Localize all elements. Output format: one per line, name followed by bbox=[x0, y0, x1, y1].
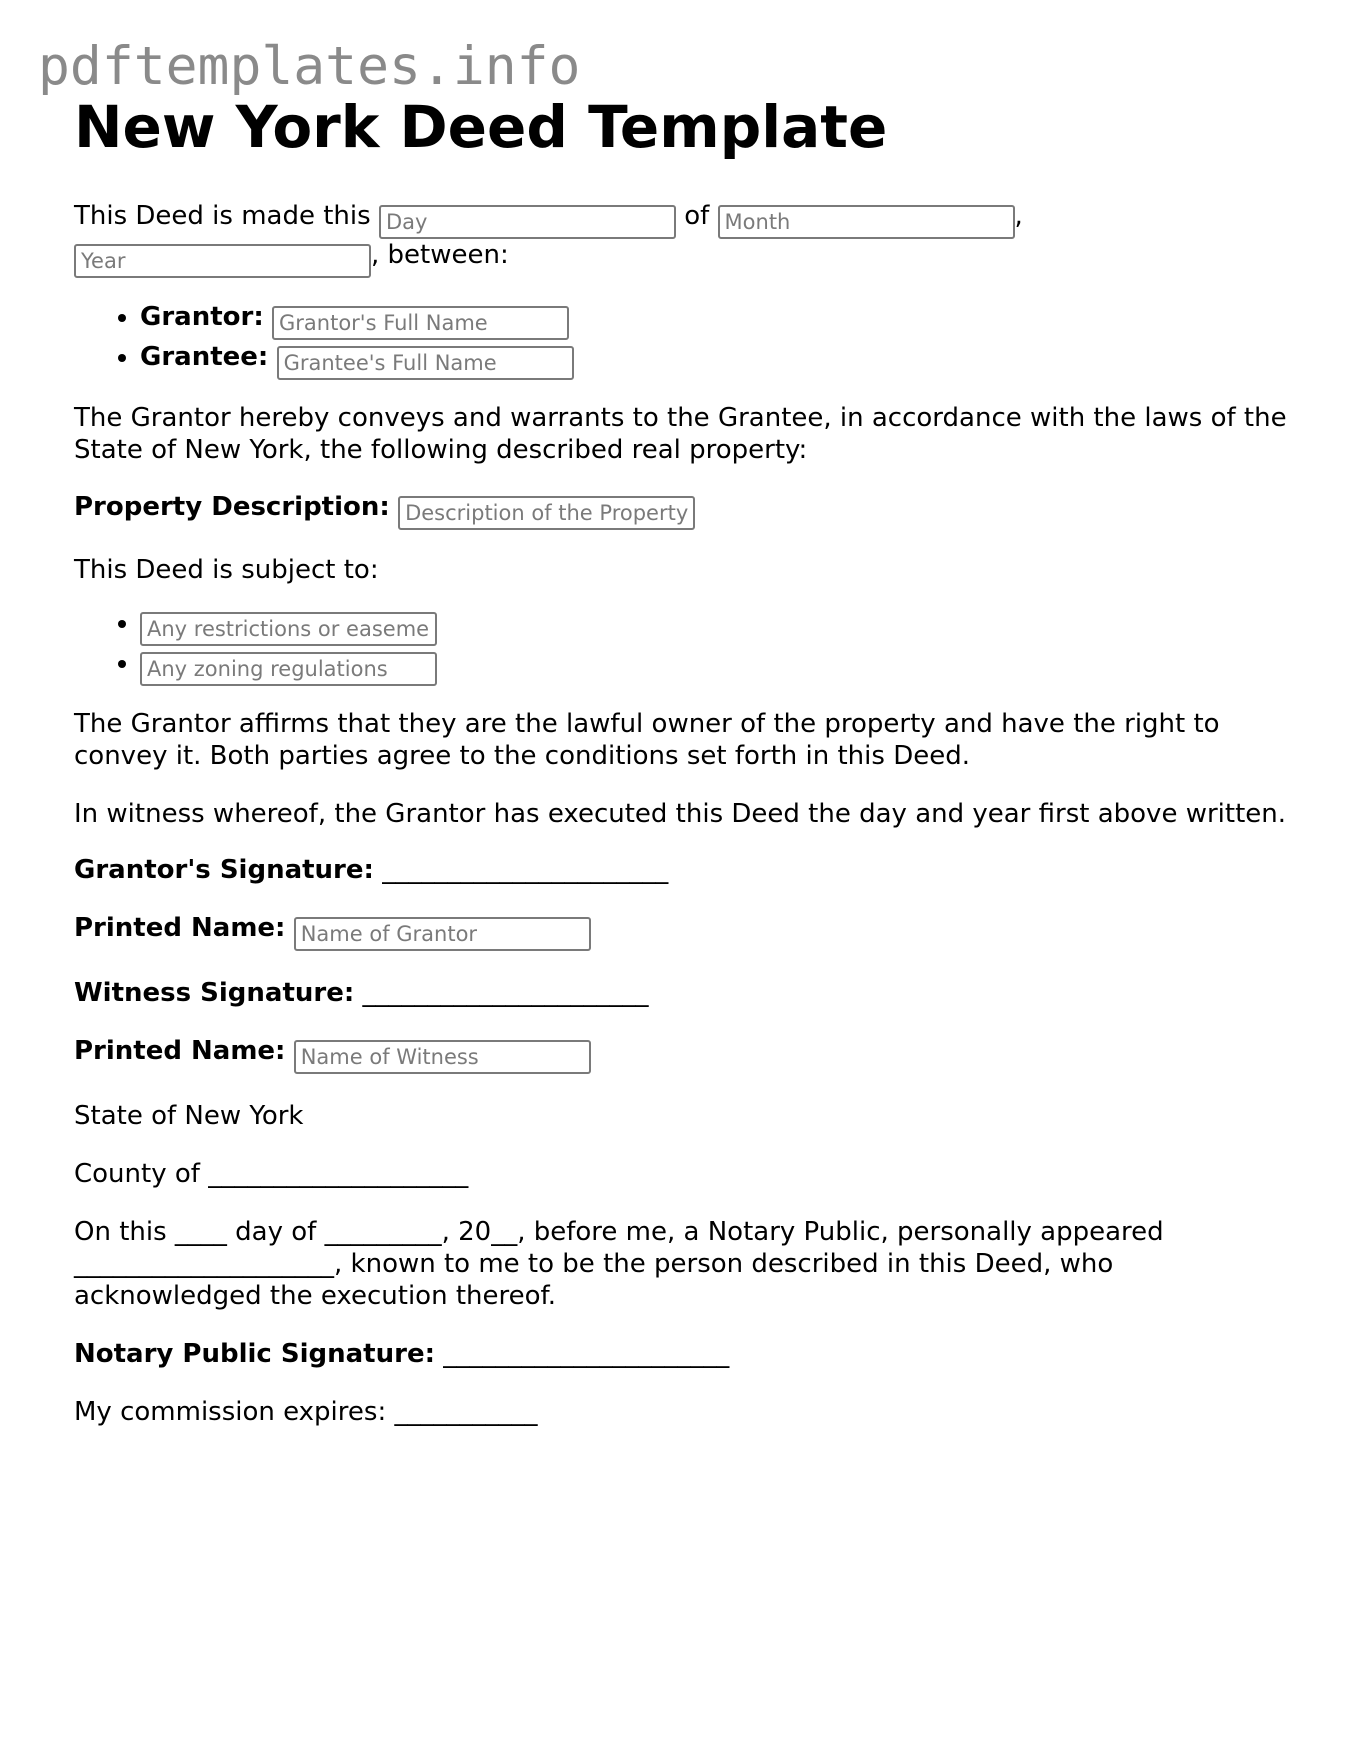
state-line: State of New York bbox=[74, 1101, 304, 1131]
intro-of: of bbox=[684, 201, 710, 231]
witness-printed-name-input[interactable] bbox=[294, 1040, 591, 1074]
conveyance-paragraph: The Grantor hereby conveys and warrants to the Grantee, in accordance with the laws of the State of New York, the following described real property: bbox=[74, 403, 1287, 465]
witness-printed-line bbox=[74, 1035, 1304, 1074]
witness-signature-blank: ______________________ bbox=[362, 978, 649, 1008]
notary-paragraph: On this ____ day of _________, 20__, before me, a Notary Public, personally appeared ____________________, known to me to be the person described in this Deed, who acknowledged the execution thereof. bbox=[74, 1217, 1164, 1311]
notary-signature-label: Notary Public Signature: bbox=[74, 1339, 435, 1369]
intro-text: This Deed is made this bbox=[74, 201, 371, 231]
county-line: County of ____________________ bbox=[74, 1159, 469, 1189]
day-input[interactable] bbox=[379, 205, 676, 239]
property-description-input[interactable] bbox=[398, 496, 695, 530]
intro-between: , between: bbox=[371, 240, 509, 270]
parties-list bbox=[74, 300, 1304, 380]
commission-line: My commission expires: ___________ bbox=[74, 1397, 538, 1427]
deed-document bbox=[74, 92, 1304, 1428]
property-line bbox=[74, 491, 1304, 530]
grantor-printed-label: Printed Name: bbox=[74, 913, 286, 943]
grantor-printed-line bbox=[74, 912, 1304, 951]
grantor-signature-label: Grantor's Signature: bbox=[74, 855, 374, 885]
year-input[interactable] bbox=[74, 244, 371, 278]
witness-signature-label: Witness Signature: bbox=[74, 978, 355, 1008]
affirmation-paragraph: The Grantor affirms that they are the lawful owner of the property and have the right to convey it. Both parties agree to the conditions set forth in this Deed. bbox=[74, 709, 1220, 771]
subject-to-heading: This Deed is subject to: bbox=[74, 555, 379, 585]
grantee-label: Grantee: bbox=[140, 342, 269, 372]
grantor-label: Grantor: bbox=[140, 302, 264, 332]
witness-printed-label: Printed Name: bbox=[74, 1036, 286, 1066]
grantor-signature-line bbox=[74, 854, 1304, 886]
list-item bbox=[140, 646, 1304, 686]
page-title: New York Deed Template bbox=[74, 93, 888, 161]
restrictions-input[interactable] bbox=[140, 612, 437, 646]
subject-to-list bbox=[74, 606, 1304, 686]
grantee-name-input[interactable] bbox=[277, 346, 574, 380]
grantor-signature-blank: ______________________ bbox=[382, 855, 669, 885]
party-grantor bbox=[140, 300, 1304, 340]
party-grantee bbox=[140, 340, 1304, 380]
witness-clause: In witness whereof, the Grantor has executed this Deed the day and year first above written. bbox=[74, 799, 1287, 829]
property-label: Property Description: bbox=[74, 492, 390, 522]
intro-line bbox=[74, 200, 1304, 278]
list-item bbox=[140, 606, 1304, 646]
zoning-input[interactable] bbox=[140, 652, 437, 686]
intro-comma: , bbox=[1014, 201, 1023, 231]
notary-signature-blank: ______________________ bbox=[443, 1339, 730, 1369]
grantor-name-input[interactable] bbox=[272, 306, 569, 340]
grantor-printed-name-input[interactable] bbox=[294, 917, 591, 951]
notary-signature-line bbox=[74, 1338, 1304, 1370]
watermark: pdftemplates.info bbox=[38, 36, 581, 97]
month-input[interactable] bbox=[718, 205, 1015, 239]
witness-signature-line bbox=[74, 977, 1304, 1009]
